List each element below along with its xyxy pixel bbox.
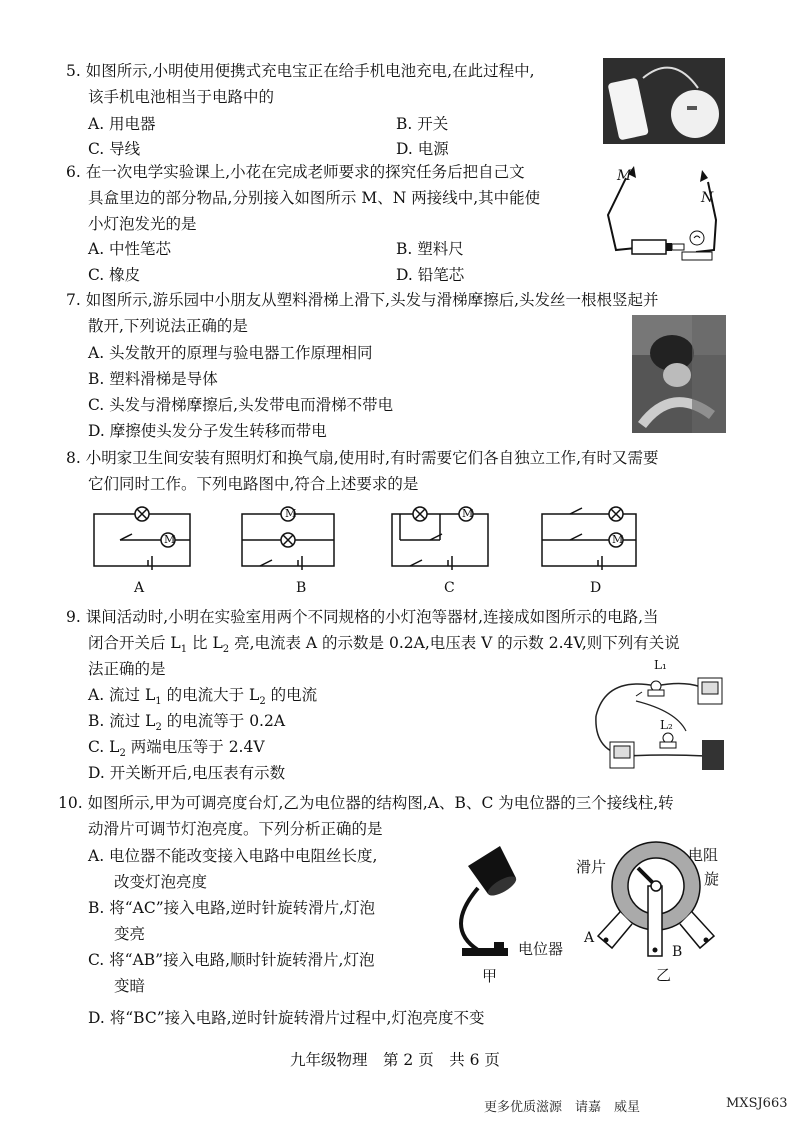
q8-label-d: D — [590, 580, 602, 596]
q8-label-c: C — [444, 580, 455, 596]
q10-yi-caption: 乙 — [656, 966, 672, 984]
q10-jia-potentiometer-label: 电位器 — [518, 940, 564, 958]
bottom-code: MXSJ663 — [726, 1096, 788, 1111]
q8-label-b: B — [296, 580, 307, 596]
q9-option-a: A. 流过 $L_1$ 的电流大于 $L_2$ 的电流 — [88, 686, 318, 708]
q10-yi-slider-label: 滑片 — [576, 858, 607, 876]
q5-option-b: B. 开关 — [396, 115, 449, 133]
q5-option-d: D. 电源 — [396, 140, 449, 158]
q8-motor-c: M — [462, 507, 474, 520]
q9-stem-line2: 闭合开关后 $L_1$ 比 $L_2$ 亮,电流表 A 的示数是 0.2A,电压表 V 的示数 2.4V,则下列有关说 — [88, 634, 680, 656]
q7-stem-line1: 7. 如图所示,游乐园中小朋友从塑料滑梯上滑下,头发与滑梯摩擦后,头发丝一根根竖起并 — [66, 291, 659, 309]
q7-option-b: B. 塑料滑梯是导体 — [88, 370, 218, 388]
q9-stem-line1: 9. 课间活动时,小明在实验室用两个不同规格的小灯泡等器材,连接成如图所示的电路,当 — [66, 608, 659, 626]
q9-option-c: C. $L_2$ 两端电压等于 2.4V — [88, 738, 265, 760]
q8-circuit-diagrams — [90, 500, 730, 575]
q5-option-c: C. 导线 — [88, 140, 141, 158]
q10-jia-caption: 甲 — [482, 967, 498, 985]
q7-option-d: D. 摩擦使头发分子发生转移而带电 — [88, 422, 327, 440]
q9-label-l1: L₁ — [654, 658, 667, 672]
q10-option-a-line1: A. 电位器不能改变接入电路中电阻丝长度, — [88, 847, 378, 865]
q6-stem-line2: 具盒里边的部分物品,分别接入如图所示 M、N 两接线中,其中能使 — [88, 189, 541, 207]
q10-option-b-line2: 变亮 — [114, 925, 146, 943]
q9-label-l2: L₂ — [660, 718, 673, 732]
q8-motor-d: M — [612, 533, 624, 546]
q8-label-a: A — [134, 580, 145, 596]
q6-stem-line3: 小灯泡发光的是 — [88, 215, 197, 233]
q10-yi-resist-label: 电阻 — [688, 846, 719, 864]
q6-label-n: N — [701, 190, 714, 206]
q7-photo-slide-hair — [632, 315, 726, 433]
q10-option-b-line1: B. 将“AC”接入电路,逆时针旋转滑片,灯泡 — [88, 899, 376, 917]
q6-label-m: M — [617, 168, 632, 184]
q8-motor-a: M — [164, 533, 176, 546]
q5-photo-phone-powerbank — [603, 58, 725, 144]
q10-option-d: D. 将“BC”接入电路,逆时针旋转滑片过程中,灯泡亮度不变 — [88, 1009, 485, 1027]
q9-option-d: D. 开关断开后,电压表有示数 — [88, 764, 286, 782]
q10-option-c-line2: 变暗 — [114, 977, 146, 995]
q6-option-d: D. 铅笔芯 — [396, 266, 465, 284]
q8-circuit-a — [94, 507, 190, 570]
q6-option-b: B. 塑料尺 — [396, 240, 464, 258]
q7-option-a: A. 头发散开的原理与验电器工作原理相同 — [88, 344, 373, 362]
q6-option-c: C. 橡皮 — [88, 266, 141, 284]
page-footer: 九年级物理 第 2 页 共 6 页 — [290, 1051, 500, 1069]
q10-option-c-line1: C. 将“AB”接入电路,顺时针旋转滑片,灯泡 — [88, 951, 375, 969]
q7-stem-line2: 散开,下列说法正确的是 — [88, 317, 248, 335]
q5-option-a: A. 用电器 — [88, 115, 156, 133]
q9-stem-line3: 法正确的是 — [88, 660, 166, 678]
bottom-watermark-text: 更多优质滋源 请嘉 威星 — [484, 1100, 641, 1115]
q10-option-a-line2: 改变灯泡亮度 — [114, 873, 208, 891]
q8-stem-line2: 它们同时工作。下列电路图中,符合上述要求的是 — [88, 475, 419, 493]
q10-yi-terminal-a: A — [584, 930, 595, 946]
q10-yi-rotate-label: 旋 — [704, 870, 720, 888]
q7-option-c: C. 头发与滑梯摩擦后,头发带电而滑梯不带电 — [88, 396, 394, 414]
q5-stem-line1: 5. 如图所示,小明使用便携式充电宝正在给手机电池充电,在此过程中, — [66, 62, 535, 80]
q9-circuit-photo — [586, 656, 728, 774]
q10-stem-line1: 10. 如图所示,甲为可调亮度台灯,乙为电位器的结构图,A、B、C 为电位器的三个接线柱,转 — [58, 794, 674, 812]
q5-stem-line2: 该手机电池相当于电路中的 — [88, 88, 275, 106]
q8-motor-b: M — [285, 507, 297, 520]
q6-circuit-figure — [596, 160, 728, 265]
q8-stem-line1: 8. 小明家卫生间安装有照明灯和换气扇,使用时,有时需要它们各自独立工作,有时又需要 — [66, 449, 659, 467]
q10-stem-line2: 动滑片可调节灯泡亮度。下列分析正确的是 — [88, 820, 383, 838]
q6-stem-line1: 6. 在一次电学实验课上,小花在完成老师要求的探究任务后把自己文 — [66, 163, 525, 181]
q6-option-a: A. 中性笔芯 — [88, 240, 172, 258]
q9-option-b: B. 流过 $L_2$ 的电流等于 0.2A — [88, 712, 286, 734]
q8-circuit-c — [392, 507, 488, 570]
q10-yi-terminal-b: B — [672, 944, 683, 960]
